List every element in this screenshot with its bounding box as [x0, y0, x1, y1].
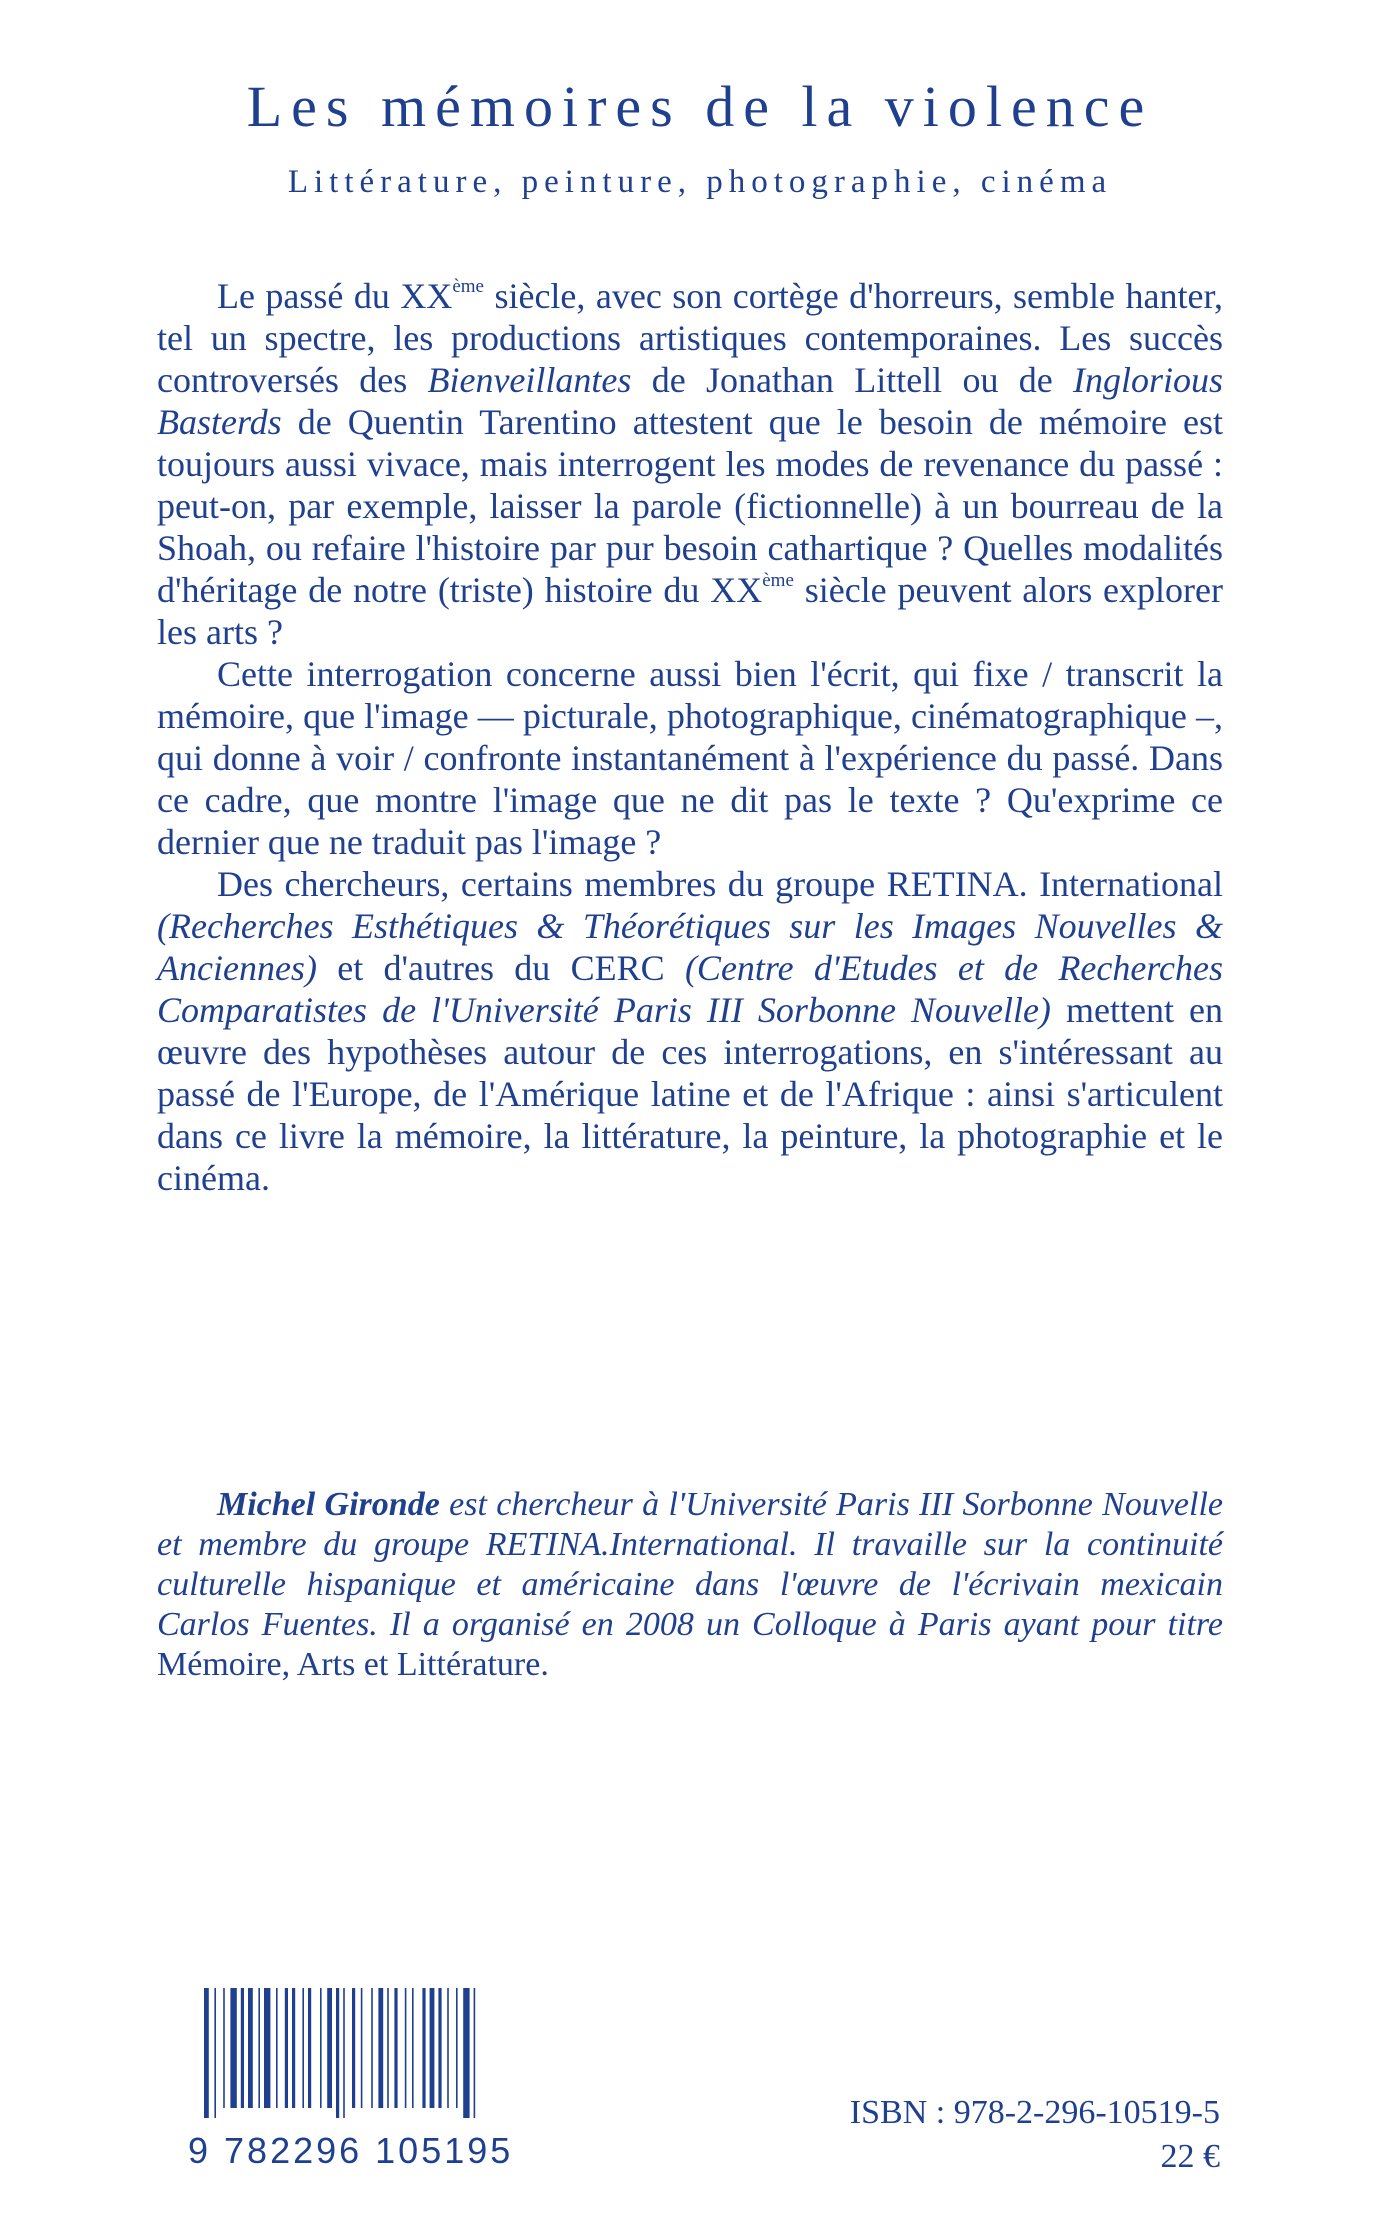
- author-bio: [157, 1485, 1223, 1685]
- cerc-expansion: (Centre d'Etudes et de Recherches Comparatistes de l'Université Paris III Sorbonne Nouvelle): [157, 948, 1224, 1030]
- summary-text: [157, 275, 1223, 1199]
- retina-expansion: (Recherches Esthétiques & Théorétiques sur les Images Nouvelles & Anciennes): [157, 906, 1223, 988]
- superscript: ème: [762, 570, 794, 591]
- barcode-bar: [223, 1988, 225, 2108]
- barcode-bar: [447, 1988, 449, 2108]
- text-segment: siècle, avec son cortège d'horreurs, semble hanter, tel un spectre, les productions artistiques contemporaines. Les succès controversés des: [157, 276, 1223, 400]
- text-segment: de Quentin Tarentino attestent que le besoin de mémoire est toujours aussi vivace, mais interrogent les modes de revenance du passé : peut-on, par exemple, laisser la parole (fictionnelle) à un bourreau de la Shoah, ou refaire l'histoire par pur besoin cathartique ? Quelles modalités d'héritage de notre (triste) histoire du XX: [157, 402, 1223, 610]
- text-segment: de Jonathan Littell ou de: [631, 360, 1073, 400]
- barcode-bars: [200, 1988, 550, 2118]
- barcode-bar: [292, 1988, 295, 2108]
- barcode: [188, 1988, 550, 2178]
- barcode-bar: [422, 1988, 425, 2108]
- barcode-bar: [412, 1988, 414, 2108]
- summary-paragraph-1: [157, 275, 1223, 653]
- barcode-bar: [204, 1988, 209, 2118]
- bio-text: est chercheur à l'Université Paris III Sorbonne Nouvelle et membre du groupe RETINA.International. Il travaille sur la continuité culturelle hispanique et américaine dans l'œuvre de l'écrivain mexicain Carlos Fuentes. Il a organisé en 2008 un Colloque à Paris ayant pour titre: [157, 1486, 1223, 1643]
- text-segment: et d'autres du CERC: [316, 948, 685, 988]
- author-name: Michel Gironde: [217, 1486, 440, 1523]
- barcode-bar: [264, 1988, 270, 2108]
- barcode-bar: [456, 1988, 458, 2108]
- barcode-bar: [248, 1988, 253, 2108]
- barcode-bar: [438, 1988, 441, 2108]
- barcode-bar: [378, 1988, 383, 2108]
- barcode-bar: [387, 1988, 389, 2108]
- barcode-bar: [258, 1988, 260, 2108]
- barcode-bar: [430, 1988, 435, 2108]
- summary-paragraph-2: Cette interrogation concerne aussi bien l'écrit, qui fixe / transcrit la mémoire, que l'image — picturale, photographique, cinématographique –, qui donne à voir / confronte instantanément à l'expérience du passé. Dans ce cadre, que montre l'image que ne dit pas le texte ? Qu'exprime ce dernier que ne traduit pas l'image ?: [157, 654, 1223, 862]
- barcode-bar: [394, 1988, 397, 2108]
- book-subtitle: Littérature, peinture, photographie, cinéma: [287, 164, 1113, 200]
- barcode-bar: [336, 1988, 339, 2118]
- colloquium-title: Mémoire, Arts et Littérature.: [157, 1646, 549, 1683]
- text-segment: Des chercheurs, certains membres du groupe RETINA. International: [217, 864, 1223, 904]
- superscript: ème: [452, 276, 484, 297]
- barcode-bar: [352, 1988, 355, 2108]
- text-segment: Le passé du XX: [217, 276, 453, 316]
- barcode-bar: [463, 1988, 469, 2118]
- text-segment: siècle peuvent alors explorer les arts ?: [157, 570, 1223, 652]
- barcode-bar: [214, 1988, 216, 2118]
- barcode-bar: [285, 1988, 288, 2108]
- text-segment: mettent en œuvre des hypothèses autour de ces interrogations, en s'intéressant au passé de l'Europe, de l'Amérique latine et de l'Afrique : ainsi s'articulent dans ce livre la mémoire, la littérature, la peinture, la photographie et le cinéma.: [157, 990, 1223, 1198]
- barcode-bar: [320, 1988, 322, 2108]
- barcode-bar: [327, 1988, 332, 2108]
- work-title-bienveillantes: Bienveillantes: [427, 360, 632, 400]
- barcode-bar: [276, 1988, 278, 2108]
- barcode-bar: [371, 1988, 373, 2108]
- barcode-bar: [405, 1988, 407, 2108]
- book-title: Les mémoires de la violence: [246, 74, 1154, 139]
- barcode-bar: [230, 1988, 236, 2108]
- isbn: ISBN : 978-2-296-10519-5: [849, 2094, 1220, 2131]
- barcode-bar: [474, 1988, 476, 2118]
- barcode-bar: [343, 1988, 345, 2118]
- price: 22 €: [1160, 2138, 1220, 2175]
- barcode-bar: [302, 1988, 304, 2108]
- barcode-bar: [361, 1988, 363, 2108]
- work-title-inglorious-basterds: Inglorious Basterds: [157, 360, 1224, 442]
- summary-paragraph-3: [157, 863, 1223, 1199]
- barcode-bar: [308, 1988, 311, 2108]
- barcode-bar: [241, 1988, 244, 2108]
- barcode-digits: 9 782296 105195: [188, 2130, 514, 2171]
